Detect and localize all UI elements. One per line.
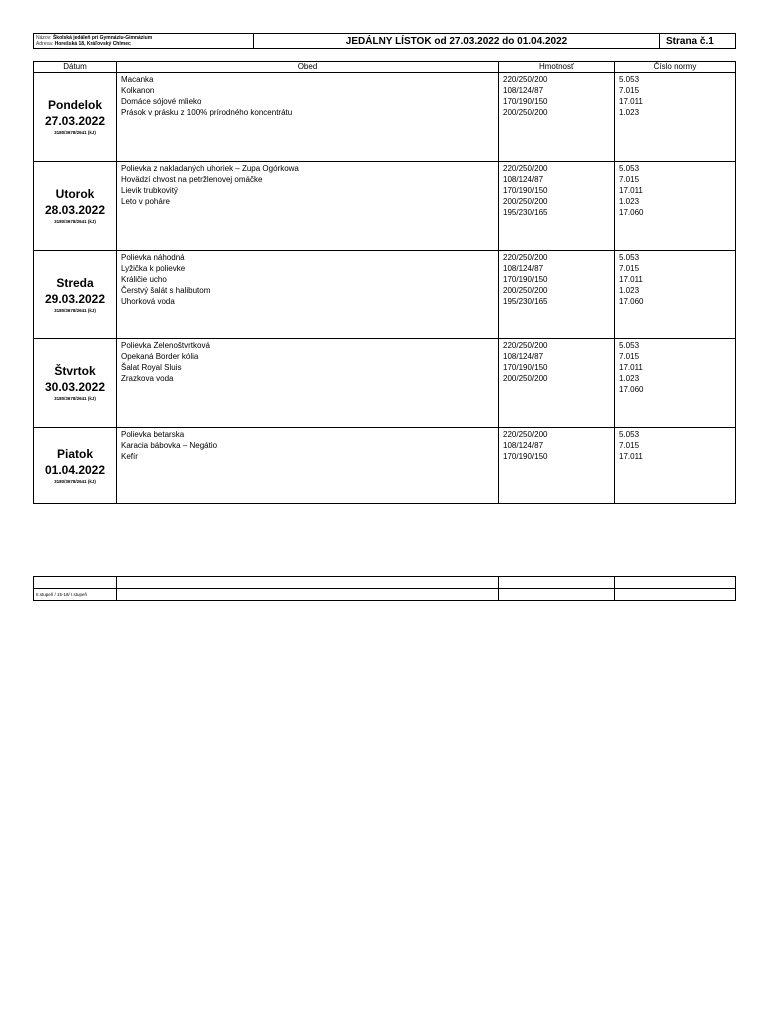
day-name: Streda (56, 275, 94, 290)
column-header-date: Dátum (34, 62, 117, 73)
meal-weights (499, 162, 615, 251)
school-name-label: Názov: (36, 35, 52, 41)
meal-items (117, 162, 499, 251)
day-date: 28.03.2022 (44, 203, 106, 217)
footer-cell (615, 589, 736, 601)
footer-cell (34, 577, 117, 589)
day-row-friday (34, 428, 736, 504)
weight-value: 170/190/150 (503, 275, 548, 284)
day-energy: 3180/3678/2641 (kJ) (54, 130, 96, 135)
norm-value: 17.011 (619, 452, 643, 461)
norm-value: 17.011 (619, 275, 643, 284)
weight-value: 108/124/87 (503, 175, 544, 184)
day-cell (34, 73, 117, 162)
meal-items (117, 428, 499, 504)
day-cell (34, 251, 117, 339)
footer-cell (615, 577, 736, 589)
footer-label: II.stupeň / 15-18/ I.stupeň (34, 589, 117, 601)
meal-item: Macanka (121, 75, 154, 84)
footer-row-label (34, 589, 736, 601)
day-date: 30.03.2022 (44, 380, 106, 394)
meal-item: Karacia bábovka – Negátio (121, 441, 218, 450)
norm-value: 7.015 (619, 175, 640, 184)
day-energy: 3180/3678/2641 (kJ) (54, 396, 96, 401)
weight-value: 195/230/165 (503, 297, 548, 306)
day-name: Pondelok (47, 98, 102, 112)
menu-table (33, 61, 736, 504)
norm-value: 17.011 (619, 186, 643, 195)
meal-item: Polievka Zelenoštvrtková (121, 341, 210, 350)
day-row-monday (34, 73, 736, 162)
meal-items (117, 73, 499, 162)
meal-item: Čerstvý šalát s halibutom (121, 286, 211, 295)
meal-item: Kefír (121, 452, 138, 461)
school-address: Horešská 18, Kráľovský Chlmec (54, 41, 131, 47)
meal-item: Prások v prásku z 100% prírodného koncentrátu (121, 108, 293, 117)
menu-title: JEDÁLNY LÍSTOK od 27.03.2022 do 01.04.2022 (254, 34, 660, 49)
norm-value: 7.015 (619, 441, 640, 450)
weight-value: 170/190/150 (503, 97, 548, 106)
meal-item: Leto v poháre (121, 197, 170, 206)
norm-value: 17.060 (619, 385, 644, 394)
meal-item: Králičie ucho (121, 275, 167, 284)
day-date: 29.03.2022 (44, 291, 106, 306)
day-row-thursday (34, 339, 736, 428)
meal-item: Polievka betarska (121, 430, 185, 439)
day-cell (34, 339, 117, 428)
meal-item: Hovädzí chvost na petržlenovej omáčke (121, 175, 263, 184)
meal-weights (499, 428, 615, 504)
weight-value: 170/190/150 (503, 186, 548, 195)
meal-item: Polievka náhodná (121, 253, 185, 262)
school-name: Školská jedáleň pri Gymnáziu-Gimnázium (52, 35, 153, 41)
weight-value: 200/250/200 (503, 108, 548, 117)
weight-value: 108/124/87 (503, 264, 544, 273)
norm-value: 5.053 (619, 253, 640, 262)
norm-value: 1.023 (619, 286, 640, 295)
weight-value: 108/124/87 (503, 86, 544, 95)
day-energy: 3180/3678/2641 (kJ) (54, 219, 96, 224)
weight-value: 108/124/87 (503, 352, 544, 361)
day-cell (34, 428, 117, 504)
day-date: 01.04.2022 (44, 462, 106, 477)
footer-row-empty (34, 577, 736, 589)
weight-value: 220/250/200 (503, 430, 548, 439)
page-number: Strana č.1 (660, 34, 736, 49)
day-energy: 3180/3678/2641 (kJ) (54, 478, 96, 484)
norm-value: 5.053 (619, 164, 640, 173)
column-header-norm: Číslo normy (615, 62, 736, 73)
meal-norms (615, 73, 736, 162)
norm-value: 17.011 (619, 363, 643, 372)
meal-item: Opekaná Border kólia (121, 352, 199, 361)
norm-value: 17.011 (619, 97, 643, 106)
meal-item: Lyžička k polievke (121, 264, 186, 273)
weight-value: 170/190/150 (503, 452, 548, 461)
meal-item: Domáce sójové mlieko (121, 97, 202, 106)
footer-table (33, 576, 736, 601)
day-energy: 3180/3678/2641 (kJ) (54, 307, 96, 313)
norm-value: 7.015 (619, 86, 640, 95)
school-address-label: Adresa: (36, 41, 54, 47)
meal-item: Šalat Royal Sluis (121, 363, 182, 372)
column-header-weight: Hmotnosť (499, 62, 615, 73)
meal-item: Kolkanon (121, 86, 155, 95)
meal-weights (499, 339, 615, 428)
weight-value: 220/250/200 (503, 75, 548, 84)
meal-norms (615, 251, 736, 339)
day-row-wednesday (34, 251, 736, 339)
norm-value: 5.053 (619, 430, 640, 439)
meal-item: Uhorková voda (121, 297, 175, 306)
weight-value: 220/250/200 (503, 164, 548, 173)
norm-value: 7.015 (619, 264, 640, 273)
norm-value: 1.023 (619, 197, 640, 206)
footer-cell (499, 577, 615, 589)
day-name: Štvrtok (54, 364, 96, 378)
weight-value: 200/250/200 (503, 374, 548, 383)
norm-value: 1.023 (619, 374, 640, 383)
weight-value: 170/190/150 (503, 363, 548, 372)
day-date: 27.03.2022 (44, 114, 106, 128)
meal-norms (615, 162, 736, 251)
norm-value: 5.053 (619, 341, 640, 350)
norm-value: 17.060 (619, 208, 644, 217)
weight-value: 220/250/200 (503, 253, 548, 262)
meal-norms (615, 428, 736, 504)
day-name: Piatok (56, 446, 93, 461)
meal-item: Polievka z nakladaných uhoriek – Zupa Ogórkowa (121, 164, 299, 173)
meal-items (117, 251, 499, 339)
weight-value: 200/250/200 (503, 286, 548, 295)
norm-value: 7.015 (619, 352, 640, 361)
weight-value: 200/250/200 (503, 197, 548, 206)
footer-cell (117, 589, 499, 601)
meal-items (117, 339, 499, 428)
column-header-meal: Obed (117, 62, 499, 73)
norm-value: 5.053 (619, 75, 640, 84)
weight-value: 108/124/87 (503, 441, 544, 450)
meal-item: Lievik trubkovitý (121, 186, 178, 195)
footer-cell (117, 577, 499, 589)
day-row-tuesday (34, 162, 736, 251)
norm-value: 17.060 (619, 297, 644, 306)
day-name: Utorok (55, 187, 95, 201)
weight-value: 220/250/200 (503, 341, 548, 350)
weight-value: 195/230/165 (503, 208, 548, 217)
column-header-row (34, 62, 736, 73)
footer-cell (499, 589, 615, 601)
school-info (34, 34, 254, 49)
day-cell (34, 162, 117, 251)
meal-norms (615, 339, 736, 428)
header-bar (33, 33, 736, 49)
meal-item: Zrazkova voda (121, 374, 174, 383)
meal-weights (499, 251, 615, 339)
meal-weights (499, 73, 615, 162)
norm-value: 1.023 (619, 108, 640, 117)
